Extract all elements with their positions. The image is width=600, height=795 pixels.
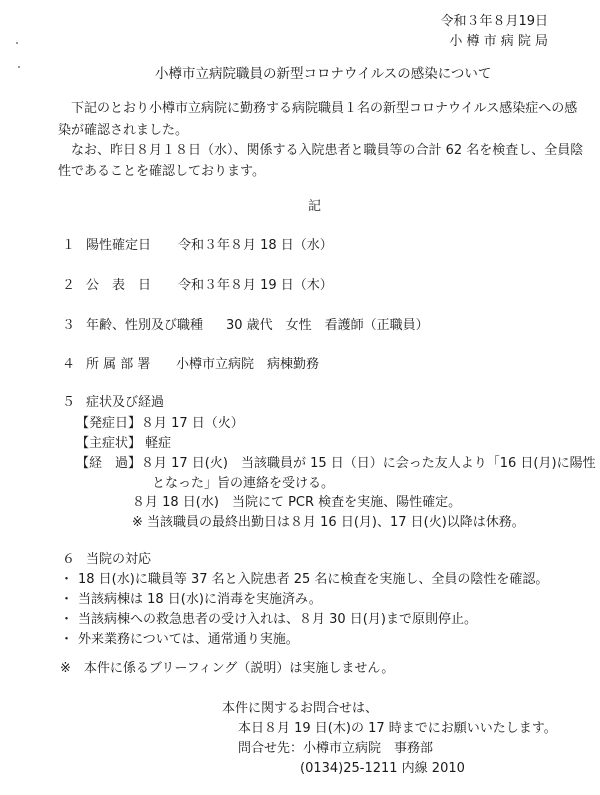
course-line-3: ８月 18 日(水) 当院にて PCR 検査を実施、陽性確定。 bbox=[132, 495, 462, 510]
item-value: 30 歳代 女性 看護師（正職員） bbox=[226, 318, 429, 333]
issuing-organization: 小 樽 市 病 院 局 bbox=[449, 34, 548, 49]
course-line-1: 【経 過】８月 17 日(火) 当該職員が 15 日（日）に会った友人より「16 日(月)に陽性 bbox=[76, 456, 596, 471]
item-value: 小樽市立病院 病棟勤務 bbox=[176, 357, 320, 372]
item-label: 公 表 日 bbox=[86, 278, 152, 293]
document-date: 令和３年８月19日 bbox=[440, 14, 548, 29]
bullet-marker: ・ bbox=[60, 592, 74, 607]
response-item: 外来業務については、通常通り実施。 bbox=[78, 632, 299, 647]
onset-date: 【発症日】８月 17 日（火） bbox=[76, 416, 244, 431]
item-label: 所 属 部 署 bbox=[86, 357, 151, 372]
scan-speck bbox=[18, 66, 20, 68]
contact-line-2: 本日８月 19 日(木)の 17 時までにお願いいたします。 bbox=[238, 721, 557, 736]
intro-paragraph-1-line-2: 染が確認されました。 bbox=[58, 123, 189, 138]
contact-line-1: 本件に関するお問合せは、 bbox=[222, 701, 379, 716]
bullet-marker: ・ bbox=[60, 572, 74, 587]
section-number: ５ bbox=[62, 395, 76, 410]
scan-speck bbox=[16, 42, 18, 44]
item-label: 陽性確定日 bbox=[86, 238, 152, 253]
bullet-marker: ・ bbox=[60, 632, 74, 647]
intro-paragraph-1-line-1: 下記のとおり小樽市立病院に勤務する病院職員１名の新型コロナウイルス感染症への感 bbox=[58, 101, 578, 116]
item-number: ３ bbox=[62, 318, 76, 333]
contact-line-4: (0134)25-1211 内線 2010 bbox=[300, 761, 465, 776]
ki-heading: 記 bbox=[308, 199, 322, 214]
item-value: 令和３年８月 19 日（木） bbox=[178, 278, 333, 293]
document-title: 小樽市立病院職員の新型コロナウイルスの感染について bbox=[155, 66, 492, 82]
section-heading: 当院の対応 bbox=[86, 552, 152, 567]
response-item: 当該病棟は 18 日(水)に消毒を実施済み。 bbox=[78, 592, 322, 607]
item-number: １ bbox=[62, 238, 76, 253]
course-line-2: となった」旨の連絡を受ける。 bbox=[152, 476, 335, 491]
response-item: 当該病棟への救急患者の受け入れは、８月 30 日(月)まで原則停止。 bbox=[78, 612, 477, 627]
item-number: ２ bbox=[62, 278, 76, 293]
course-note: ※ 当該職員の最終出勤日は８月 16 日(月)、17 日(火)以降は休務。 bbox=[132, 515, 525, 530]
intro-paragraph-2-line-1: なお、昨日８月１８日（水）、関係する入院患者と職員等の合計 62 名を検査し、全員陰 bbox=[58, 143, 584, 158]
item-label: 年齢、性別及び職種 bbox=[86, 318, 204, 333]
item-number: ４ bbox=[62, 357, 76, 372]
section-heading: 症状及び経過 bbox=[86, 395, 165, 410]
section-number: ６ bbox=[62, 552, 76, 567]
bullet-marker: ・ bbox=[60, 612, 74, 627]
response-item: 18 日(水)に職員等 37 名と入院患者 25 名に検査を実施し、全員の陰性を確認。 bbox=[78, 572, 549, 587]
intro-paragraph-2-line-2: 性であることを確認しております。 bbox=[58, 164, 265, 179]
contact-line-3: 問合せ先：小樽市立病院 事務部 bbox=[238, 741, 434, 756]
briefing-note: ※ 本件に係るブリーフィング（説明）は実施しません。 bbox=[60, 661, 395, 676]
item-value: 令和３年８月 18 日（水） bbox=[178, 238, 333, 253]
main-symptom: 【主症状】 軽症 bbox=[76, 436, 172, 451]
